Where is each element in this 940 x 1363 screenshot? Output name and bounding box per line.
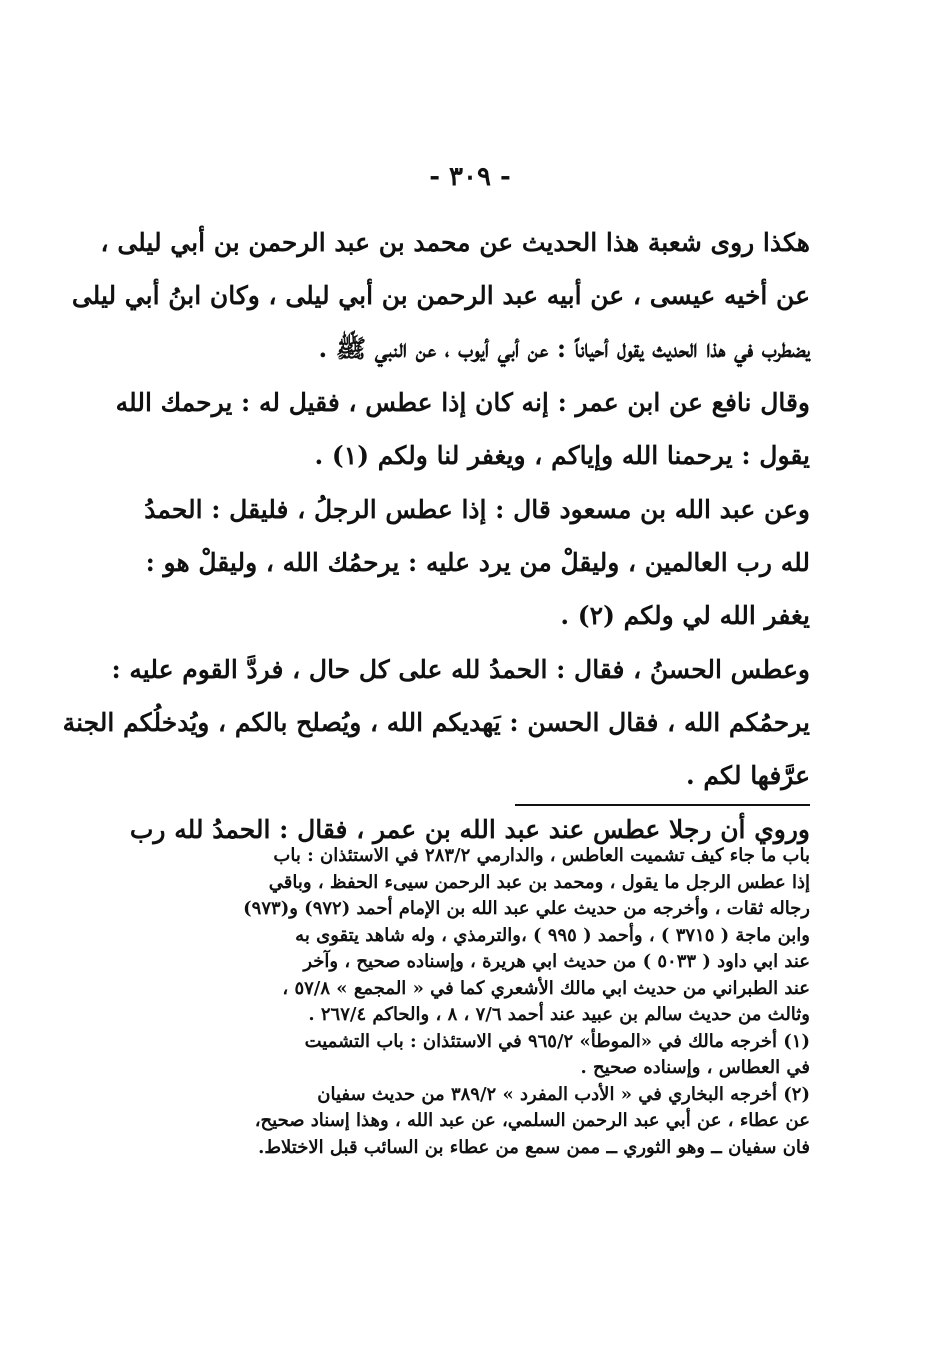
footnote-line: عند ابي داود ( ٥٠٣٣ ) من حديث ابي هريرة ، وإسناده صحيح ، وآخر <box>303 951 810 972</box>
footnote-separator <box>515 804 810 806</box>
text-line: وروي أن رجلا عطس عند عبد الله بن عمر ، فقال : الحمدُ لله رب <box>129 815 810 844</box>
footnote-line: وثالث من حديث سالم بن عبيد عند أحمد ٧/٦ ، ٨ ، والحاكم ٢٦٧/٤ . <box>308 1004 810 1025</box>
text-line: عرَّفها لكم . <box>686 761 810 790</box>
main-text <box>62 216 810 857</box>
page-number: - ٣٠٩ - <box>429 162 511 192</box>
text-line: وعن عبد الله بن مسعود قال : إذا عطس الرجلُ ، فليقل : الحمدُ <box>144 495 810 524</box>
footnote-line: (١) أخرجه مالك في «الموطأ» ٩٦٥/٢ في الاستئذان : باب التشميت <box>304 1030 810 1052</box>
text-line: يضطرب في هذا الحديث يقول أحياناً : عن أبي أيوب ، عن النبي ﷺ . <box>318 334 810 363</box>
footnote-line: عند الطبراني من حديث ابي مالك الأشعري كما في « المجمع » ٥٧/٨ ، <box>282 977 810 999</box>
text-line: وقال نافع عن ابن عمر : إنه كان إذا عطس ، فقيل له : يرحمك الله <box>115 388 810 417</box>
footnotes <box>160 843 810 1161</box>
text-line: هكذا روى شعبة هذا الحديث عن محمد بن عبد الرحمن بن أبي ليلى ، <box>100 228 810 257</box>
footnote-line: عن عطاء ، عن أبي عبد الرحمن السلمي، عن عبد الله ، وهذا إسناد صحيح، <box>254 1110 810 1131</box>
paragraph-2 <box>115 376 810 482</box>
footnote-line: (٢) أخرجه البخاري في « الأدب المفرد » ٣٨٩/٢ من حديث سفيان <box>317 1083 810 1105</box>
paragraph-1 <box>71 216 810 375</box>
footnote-line: وابن ماجة ( ٣٧١٥ ) ، وأحمد ( ٩٩٥ ) ،والترمذي ، وله شاهد يتقوى به <box>295 924 810 946</box>
text-line: عن أخيه عيسى ، عن أبيه عبد الرحمن بن أبي ليلى ، وكان ابنُ أبي ليلى <box>71 281 810 310</box>
paragraph-4 <box>62 643 810 802</box>
text-line: يقول : يرحمنا الله وإياكم ، ويغفر لنا ولكم (١) . <box>314 441 810 470</box>
footnote-line: فان سفيان ــ وهو الثوري ــ ممن سمع من عطاء بن السائب قبل الاختلاط. <box>258 1136 810 1158</box>
text-line: يرحمُكم الله ، فقال الحسن : يَهديكم الله ، ويُصلح بالكم ، ويُدخلُكم الجنة <box>62 708 810 737</box>
footnote-line: إذا عطس الرجل ما يقول ، ومحمد بن عبد الرحمن سيىء الحفظ ، وباقي <box>268 871 810 893</box>
text-line: لله رب العالمين ، وليقلْ من يرد عليه : يرحمُك الله ، وليقلْ هو : <box>145 548 810 577</box>
footnote-line: في العطاس ، وإسناده صحيح . <box>580 1057 810 1078</box>
text-line: وعطس الحسنُ ، فقال : الحمدُ لله على كل حال ، فردَّ القوم عليه : <box>111 655 810 684</box>
footnote-line: باب ما جاء كيف تشميت العاطس ، والدارمي ٢٨٣/٢ في الاستئذان : باب <box>273 845 810 866</box>
text-line: يغفر الله لي ولكم (٢) . <box>560 601 810 630</box>
paragraph-3 <box>144 483 810 642</box>
footnote-line: رجاله ثقات ، وأخرجه من حديث علي عبد الله بن الإمام أحمد (٩٧٢) و(٩٧٣) <box>243 898 810 919</box>
